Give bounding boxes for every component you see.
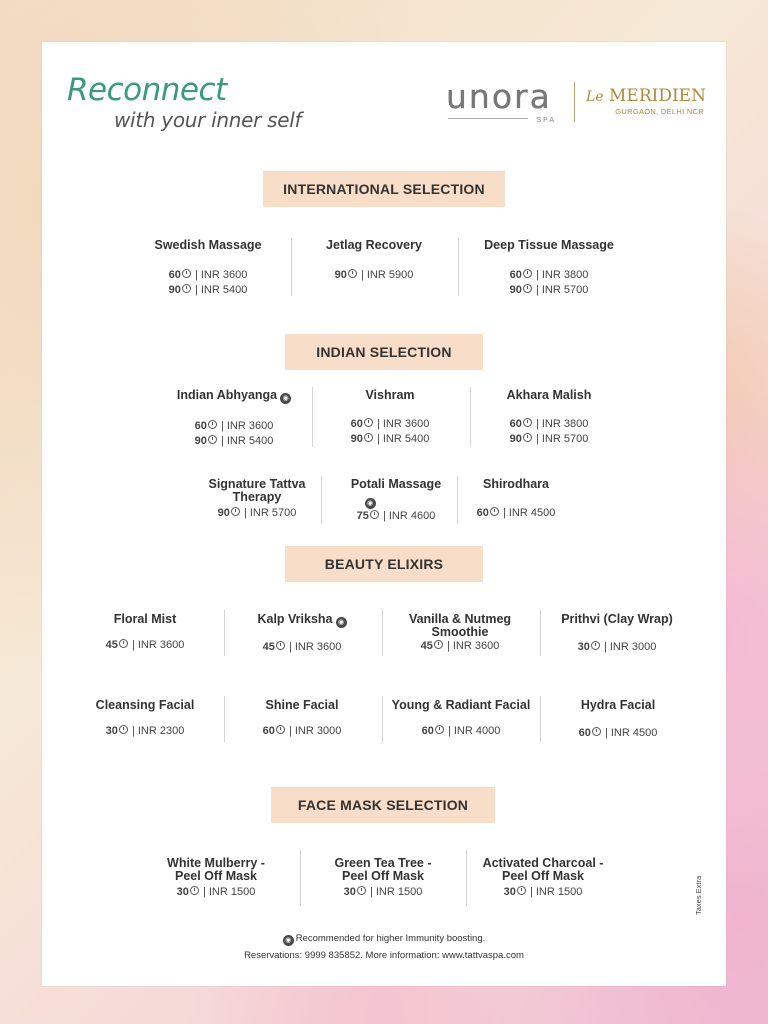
- column-divider: [321, 476, 322, 524]
- duration: 90: [509, 433, 522, 445]
- price-inr: INR 3600: [452, 640, 500, 652]
- price-inr: INR 5700: [249, 507, 297, 519]
- service-name: [238, 613, 366, 628]
- column-divider: [458, 238, 459, 296]
- price-inr: INR 5400: [382, 433, 430, 445]
- service-price: 60 | INR 3600: [168, 269, 248, 281]
- price-inr: INR 3000: [294, 725, 342, 737]
- duration: 60: [350, 418, 363, 430]
- price-inr: INR 3600: [294, 641, 342, 653]
- service-price: 60 | INR 4500: [476, 507, 556, 519]
- duration: 90: [168, 284, 181, 296]
- price-inr: INR 4600: [388, 510, 436, 522]
- immunity-badge-icon: ◉: [365, 498, 376, 509]
- section-title-facemask: FACE MASK SELECTION: [271, 787, 495, 823]
- column-divider: [382, 610, 383, 656]
- clock-icon: [357, 886, 366, 895]
- column-divider: [382, 696, 383, 742]
- unora-logo-spa: SPA: [536, 117, 556, 124]
- service-item: [476, 389, 622, 447]
- meridien-le: Le: [586, 89, 604, 105]
- service-item: [238, 699, 366, 739]
- clock-icon: [231, 507, 240, 516]
- service-price: 30 | INR 1500: [343, 886, 423, 898]
- duration: 90: [194, 435, 207, 447]
- service-name: Swedish Massage: [154, 238, 262, 252]
- service-price: 30 | INR 2300: [105, 725, 185, 737]
- service-item: [548, 613, 686, 655]
- taxes-extra-note: Taxes Extra: [694, 875, 703, 915]
- service-name: Activated Charcoal -Peel Off Mask: [482, 856, 604, 883]
- service-item: [162, 389, 306, 449]
- price-inr: INR 3600: [200, 269, 248, 281]
- duration: 45: [420, 640, 433, 652]
- price-inr: INR 1500: [375, 886, 423, 898]
- service-name: Young & Radiant Facial: [391, 698, 531, 712]
- column-divider: [457, 476, 458, 524]
- meridien-brand: [586, 86, 706, 106]
- service-name-text: Kalp Vriksha: [257, 612, 333, 626]
- clock-icon: [208, 420, 217, 429]
- service-price: 90 | INR 5700: [509, 284, 589, 296]
- column-divider: [540, 610, 541, 656]
- service-price: 60 | INR 3800: [509, 269, 589, 281]
- service-item: [158, 857, 274, 900]
- service-price: 90 | INR 5400: [350, 433, 430, 445]
- clock-icon: [182, 269, 191, 278]
- column-divider: [470, 387, 471, 447]
- column-divider: [540, 696, 541, 742]
- service-item: [394, 613, 526, 654]
- price-inr: INR 5400: [200, 284, 248, 296]
- clock-icon: [182, 284, 191, 293]
- page-subtitle: with your inner self: [114, 108, 302, 132]
- price-inr: INR 4500: [610, 727, 658, 739]
- clock-icon: [591, 641, 600, 650]
- clock-icon: [208, 435, 217, 444]
- clock-icon: [370, 510, 379, 519]
- price-inr: INR 3600: [226, 420, 274, 432]
- duration: 90: [217, 507, 230, 519]
- duration: 60: [509, 418, 522, 430]
- section-title-international: INTERNATIONAL SELECTION: [263, 171, 505, 207]
- menu-card: [42, 42, 726, 986]
- service-price: 30 | INR 1500: [503, 886, 583, 898]
- duration: 60: [421, 725, 434, 737]
- immunity-badge-icon: ◉: [336, 617, 347, 628]
- column-divider: [312, 387, 313, 447]
- service-item: [84, 613, 206, 653]
- service-price: 45 | INR 3600: [420, 640, 500, 652]
- clock-icon: [119, 639, 128, 648]
- meridien-city: GURGAON, DELHI NCR: [615, 107, 704, 116]
- price-inr: INR 2300: [137, 725, 185, 737]
- service-price: 90 | INR 5400: [168, 284, 248, 296]
- service-name-text: Indian Abhyanga: [176, 388, 278, 402]
- clock-icon: [592, 727, 601, 736]
- service-price: 60 | INR 3000: [262, 725, 342, 737]
- immunity-badge-icon: ◉: [280, 393, 291, 404]
- price-inr: INR 4000: [453, 725, 501, 737]
- service-price: 90 | INR 5700: [217, 507, 297, 519]
- unora-logo-text: unora: [446, 77, 552, 116]
- service-item: [238, 613, 366, 655]
- service-name: Shine Facial: [265, 698, 339, 712]
- duration: 45: [105, 639, 118, 651]
- duration: 60: [168, 269, 181, 281]
- service-item: [302, 239, 446, 283]
- unora-logo-rule: [448, 118, 528, 119]
- service-name: Potali Massage: [350, 477, 442, 491]
- service-name: Vanilla & Nutmeg Smoothie: [408, 612, 512, 639]
- section-title-indian: INDIAN SELECTION: [285, 334, 483, 370]
- page-title: Reconnect: [67, 72, 227, 108]
- service-item: [388, 699, 534, 739]
- service-price: 45 | INR 3600: [105, 639, 185, 651]
- service-price: 60 | INR 3600: [194, 420, 274, 432]
- service-name: Deep Tissue Massage: [484, 238, 614, 252]
- price-inr: INR 3000: [609, 641, 657, 653]
- clock-icon: [523, 284, 532, 293]
- service-price: 30 | INR 1500: [176, 886, 256, 898]
- service-item: [482, 857, 604, 900]
- price-inr: INR 1500: [535, 886, 583, 898]
- clock-icon: [523, 418, 532, 427]
- service-name: Green Tea Tree -Peel Off Mask: [334, 856, 432, 883]
- duration: 30: [343, 886, 356, 898]
- service-price: 45 | INR 3600: [262, 641, 342, 653]
- immunity-note-text: Recommended for higher Immunity boosting.: [295, 933, 486, 944]
- service-item: [476, 239, 622, 298]
- clock-icon: [190, 886, 199, 895]
- duration: 60: [194, 420, 207, 432]
- service-price: 60 | INR 3600: [350, 418, 430, 430]
- service-name: White Mulberry -Peel Off Mask: [167, 856, 265, 883]
- price-inr: INR 3600: [382, 418, 430, 430]
- clock-icon: [435, 725, 444, 734]
- price-inr: INR 5700: [541, 433, 589, 445]
- price-inr: INR 1500: [208, 886, 256, 898]
- service-name: Prithvi (Clay Wrap): [561, 612, 673, 626]
- column-divider: [224, 696, 225, 742]
- service-item: [136, 239, 280, 298]
- service-price: 30 | INR 3000: [577, 641, 657, 653]
- service-item: [470, 478, 562, 521]
- service-item: [84, 699, 206, 739]
- clock-icon: [517, 886, 526, 895]
- section-title-beauty: BEAUTY ELIXIRS: [285, 546, 483, 582]
- service-item: [334, 478, 458, 524]
- service-price: 60 | INR 4000: [421, 725, 501, 737]
- reservations-info: Reservations: 9999 835852. More information: www.tattvaspa.com: [244, 950, 524, 961]
- price-inr: INR 5700: [541, 284, 589, 296]
- service-item: [318, 389, 462, 447]
- duration: 45: [262, 641, 275, 653]
- service-price: 60 | INR 4500: [578, 727, 658, 739]
- duration: 30: [577, 641, 590, 653]
- column-divider: [224, 610, 225, 656]
- service-price: 90 | INR 5900: [334, 269, 414, 281]
- service-name: Signature Tattva Therapy: [208, 477, 306, 504]
- duration: 90: [350, 433, 363, 445]
- duration: 30: [176, 886, 189, 898]
- column-divider: [466, 850, 467, 906]
- service-name: Cleansing Facial: [95, 698, 195, 712]
- service-price: 75 | INR 4600: [356, 510, 436, 522]
- duration: 60: [578, 727, 591, 739]
- clock-icon: [348, 269, 357, 278]
- clock-icon: [490, 507, 499, 516]
- immunity-note: [42, 933, 726, 946]
- duration: 60: [262, 725, 275, 737]
- column-divider: [300, 850, 301, 906]
- clock-icon: [523, 269, 532, 278]
- price-inr: INR 5900: [366, 269, 414, 281]
- duration: 60: [476, 507, 489, 519]
- clock-icon: [523, 433, 532, 442]
- clock-icon: [434, 640, 443, 649]
- service-name: Floral Mist: [113, 612, 177, 626]
- duration: 30: [503, 886, 516, 898]
- service-name: Shirodhara: [483, 477, 549, 491]
- clock-icon: [276, 641, 285, 650]
- clock-icon: [276, 725, 285, 734]
- le-meridien-logo: [586, 86, 706, 116]
- logo-divider: [574, 82, 575, 122]
- service-name: Akhara Malish: [506, 388, 592, 402]
- duration: 75: [356, 510, 369, 522]
- meridien-name: MERIDIEN: [609, 86, 706, 106]
- unora-spa-logo: [446, 77, 562, 126]
- price-inr: INR 3800: [541, 418, 589, 430]
- price-inr: INR 3600: [137, 639, 185, 651]
- price-inr: INR 3800: [541, 269, 589, 281]
- service-price: 90 | INR 5400: [194, 435, 274, 447]
- price-inr: INR 5400: [226, 435, 274, 447]
- duration: 30: [105, 725, 118, 737]
- service-item: [326, 857, 440, 900]
- service-price: 60 | INR 3800: [509, 418, 589, 430]
- service-price: 90 | INR 5700: [509, 433, 589, 445]
- duration: 60: [509, 269, 522, 281]
- service-item: [200, 478, 314, 521]
- duration: 90: [509, 284, 522, 296]
- price-inr: INR 4500: [508, 507, 556, 519]
- service-name: Jetlag Recovery: [326, 238, 422, 252]
- column-divider: [291, 238, 292, 296]
- immunity-badge-icon: ◉: [283, 935, 294, 946]
- service-name: Vishram: [365, 388, 415, 402]
- service-name: Hydra Facial: [580, 698, 656, 712]
- service-name: [162, 389, 306, 404]
- clock-icon: [364, 433, 373, 442]
- duration: 90: [334, 269, 347, 281]
- clock-icon: [119, 725, 128, 734]
- clock-icon: [364, 418, 373, 427]
- service-item: [554, 699, 682, 741]
